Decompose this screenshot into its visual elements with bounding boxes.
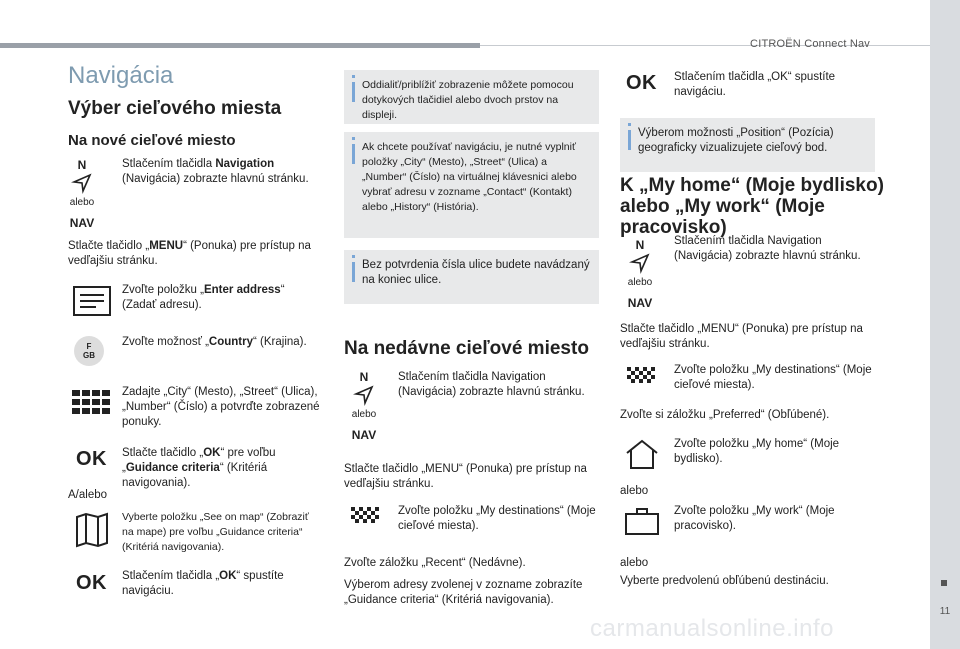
info-box-position: Výberom možnosti „Position“ (Pozícia) geograficky vizualizujete cieľový bod. [620, 118, 875, 172]
keyboard-icon [72, 388, 112, 418]
info-box-fields: Ak chcete používať navigáciu, je nutné vyplniť položky „City“ (Mesto), „Street“ (Ulica) a „Number“ (Číslo) na virtuálnej klávesnici alebo vybrať adresu v zozname „Contact“ (Kontakt) alebo „History“ (História). [344, 132, 599, 238]
step-navigation-2: Stlačením tlačidla Navigation (Navigácia) zobrazte hlavnú stránku. [398, 371, 585, 398]
or-label: alebo [620, 485, 649, 497]
arrow-icon [628, 252, 652, 274]
info-box-zoom: Oddialiť/priblížiť zobrazenie môžete pomocou dotykových tlačidiel alebo dvoch prstov na displeji. [344, 70, 599, 124]
step-work: Zvoľte položku „My work“ (Moje pracovisko). [674, 505, 835, 532]
step-destinations-2: Zvoľte položku „My destinations“ (Moje cieľové miesta). [674, 364, 872, 391]
country-icon: F GB [74, 336, 104, 366]
header-bar [0, 43, 480, 48]
work-icon [624, 506, 660, 536]
checkered-flag-icon [350, 506, 380, 530]
step-home: Zvoľte položku „My home“ (Moje bydlisko). [674, 438, 840, 465]
menu-paragraph: Stlačte tlačidlo „MENU“ (Ponuka) pre prístup na vedľajšiu stránku. [68, 240, 311, 267]
step-navigation: Stlačením tlačidla Navigation (Navigácia) zobrazte hlavnú stránku. [122, 158, 309, 185]
ok-icon: OK [626, 72, 657, 94]
step-city: Zadajte „City“ (Mesto), „Street“ (Ulica), „Number“ (Číslo) a potvrďte zobrazené ponuky. [122, 386, 320, 428]
ok-icon: OK [76, 448, 107, 470]
step-favorite: Vyberte predvolenú obľúbenú destináciu. [620, 575, 829, 587]
arrow-icon [352, 384, 376, 406]
step-start: Stlačením tlačidla „OK“ spustíte navigáciu. [122, 570, 284, 597]
section-heading-recent: Na nedávne cieľové miesto [344, 338, 589, 359]
map-icon [74, 512, 110, 548]
step-map: Vyberte položku „See on map“ (Zobraziť na mape) pre voľbu „Guidance criteria“ (Kritériá navigovania). [122, 511, 309, 553]
menu-paragraph-3: Stlačte tlačidlo „MENU“ (Ponuka) pre prístup na vedľajšiu stránku. [620, 323, 863, 350]
page-number: 11 [939, 606, 951, 617]
info-box-street: Bez potvrdenia čísla ulice budete navádzaný na koniec ulice. [344, 250, 599, 304]
step-destinations: Zvoľte položku „My destinations“ (Moje cieľové miesta). [398, 505, 596, 532]
step-recent: Zvoľte záložku „Recent“ (Nedávne). [344, 557, 526, 569]
subsection-heading: Na nové cieľové miesto [68, 132, 236, 149]
section-heading: Výber cieľového miesta [68, 98, 282, 119]
watermark: carmanualsonline.info [590, 615, 834, 642]
checkered-flag-icon [626, 366, 656, 390]
navigation-icon: N alebo NAV [351, 370, 377, 442]
step-country: Zvoľte možnosť „Country“ (Krajina). [122, 336, 307, 348]
page-title: Navigácia [68, 62, 174, 89]
page-marker [941, 580, 947, 586]
navigation-icon: N alebo NAV [69, 158, 95, 230]
step-start-2: Stlačením tlačidla „OK“ spustíte navigáciu. [674, 71, 836, 98]
step-navigation-3: Stlačením tlačidla Navigation (Navigácia) zobrazte hlavnú stránku. [674, 235, 861, 262]
navigation-icon: N alebo NAV [627, 238, 653, 310]
step-ok: Stlačte tlačidlo „OK“ pre voľbu „Guidance criteria“ (Kritériá navigovania). [122, 447, 276, 489]
step-enter-address: Zvoľte položku „Enter address“ (Zadať adresu). [122, 284, 285, 311]
brand-label: CITROËN Connect Nav [750, 38, 870, 50]
step-guidance: Výberom adresy zvolenej v zozname zobrazíte „Guidance criteria“ (Kritériá navigovania). [344, 579, 583, 606]
step-preferred: Zvoľte si záložku „Preferred“ (Obľúbené). [620, 409, 830, 421]
menu-paragraph-2: Stlačte tlačidlo „MENU“ (Ponuka) pre prístup na vedľajšiu stránku. [344, 463, 587, 490]
enter-address-icon [72, 284, 112, 320]
section-heading-home-work: K „My home“ (Moje bydlisko) alebo „My work“ (Moje pracovisko) [620, 175, 884, 238]
or-label: alebo [620, 557, 649, 569]
ok-icon: OK [76, 572, 107, 594]
and-or-label: A/alebo [68, 489, 108, 501]
side-strip [930, 0, 960, 649]
arrow-icon [70, 172, 94, 194]
home-icon [624, 438, 660, 470]
